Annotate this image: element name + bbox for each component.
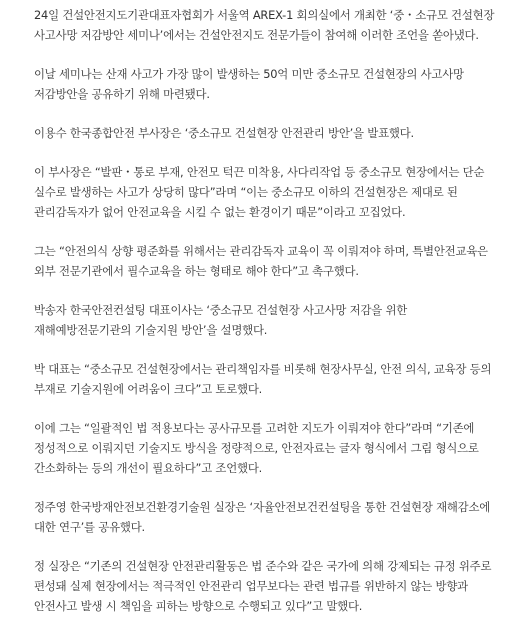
paragraph-jung-quote: 정 실장은 “기존의 건설현장 안전관리활동은 법 준수와 같은 국가에 의해 강제되는 규정 위주로 편성돼 실제 현장에서는 적극적인 안전관리 업무보다는 관련 법규를 위반하지 않는 방향과 안전사고 발생 시 책임을 피하는 방향으로 수행되고 있다”고 말했다.: [34, 559, 492, 613]
paragraph-seminar-purpose: 이날 세미나는 산재 사고가 가장 많이 발생하는 50억 미만 중소규모 건설현장의 사고사망 저감방안을 공유하기 위해 마련됐다.: [34, 67, 464, 101]
paragraph-lee-presentation: 이용수 한국종합안전 부사장은 ‘중소규모 건설현장 안전관리 방안’을 발표했다.: [34, 126, 414, 140]
paragraph-lee-quote: 이 부사장은 “발판・통로 부재, 안전모 턱끈 미착용, 사다리작업 등 중소규모 현장에서는 단순 실수로 발생하는 사고가 상당히 많다”라며 “이는 중소규모 이하의 건설현장은 제대로 된 관리감독자가 없어 안전교육을 시킬 수 없는 환경이기 때문”이라고 꼬집었다.: [34, 165, 485, 219]
paragraph-park-advice: 이에 그는 “일괄적인 법 적용보다는 공사규모를 고려한 지도가 이뤄져야 한다”라며 “기존에 정성적으로 이뤄지던 기술지도 방식을 정량적으로, 안전자료는 글자 형식에서 그림 형식으로 간소화하는 등의 개선이 필요하다”고 조언했다.: [34, 421, 479, 475]
paragraph-lee-education: 그는 “안전의식 상향 평준화를 위해서는 관리감독자 교육이 꼭 이뤄져야 하며, 특별안전교육은 외부 전문기관에서 필수교육을 하는 형태로 해야 한다”고 촉구했다.: [34, 244, 488, 278]
paragraph-seminar-intro: 24일 건설안전지도기관대표자협회가 서울역 AREX-1 회의실에서 개최한 ‘중・소규모 건설현장 사고사망 저감방안 세미나’에서는 건설안전지도 전문가들이 참여해 이러한 조언을 쏟아냈다.: [34, 8, 495, 42]
paragraph-jung-presentation: 정주영 한국방재안전보건환경기술원 실장은 ‘자율안전보건컨설팅을 통한 건설현장 재해감소에 대한 연구’를 공유했다.: [34, 500, 491, 534]
paragraph-park-presentation: 박송자 한국안전컨설팅 대표이사는 ‘중소규모 건설현장 사고사망 저감을 위한 재해예방전문기관의 기술지원 방안’을 설명했다.: [34, 303, 408, 337]
paragraph-park-quote: 박 대표는 “중소규모 건설현장에서는 관리책임자를 비롯해 현장사무실, 안전 의식, 교육장 등의 부재로 기술지원에 어려움이 크다”고 토로했다.: [34, 362, 492, 396]
